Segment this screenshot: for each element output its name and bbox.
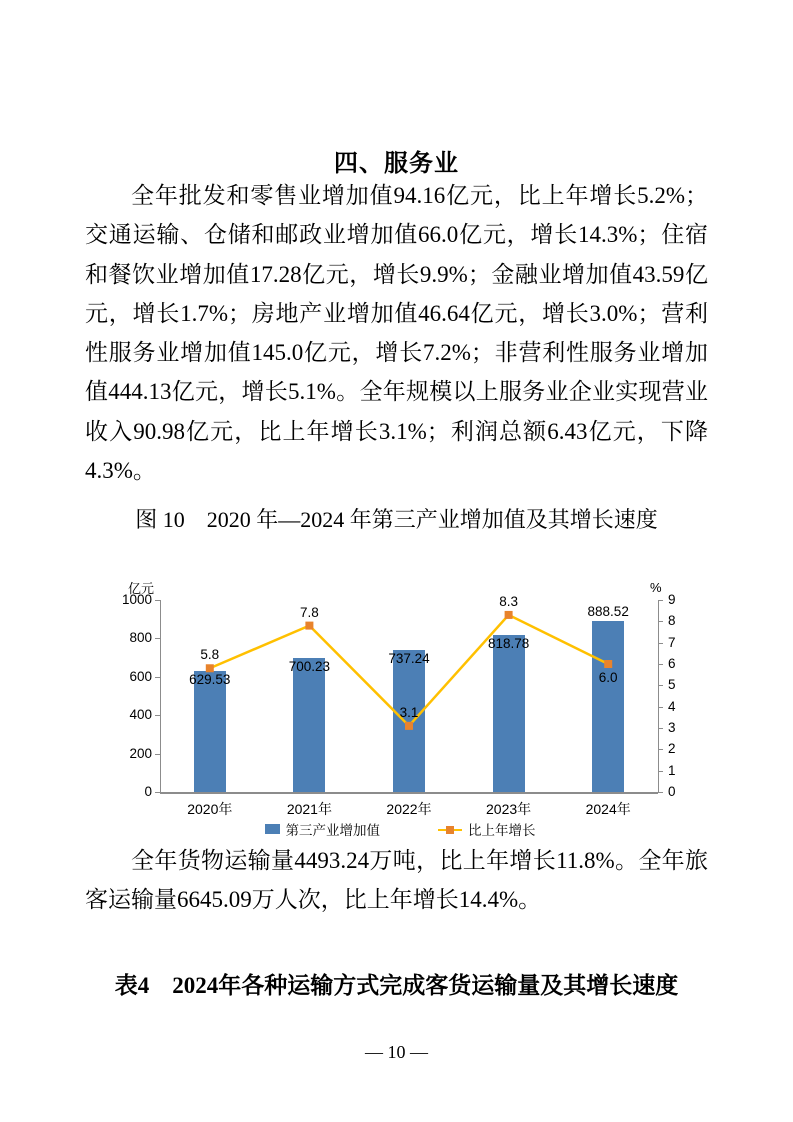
section-heading: 四、服务业	[334, 151, 459, 177]
legend-item-bar	[265, 819, 381, 839]
left-axis-tick	[155, 600, 160, 601]
left-axis-tick-label: 800	[129, 630, 152, 646]
left-axis-tick	[155, 792, 160, 793]
bar-legend-label: 第三产业增加值	[285, 823, 380, 838]
bar-series-column	[194, 671, 226, 792]
right-axis-line	[658, 600, 659, 792]
right-axis-tick	[658, 685, 663, 686]
right-axis-tick-label: 6	[668, 656, 676, 671]
right-axis-tick	[658, 707, 663, 708]
figure-caption: 图 10 2020 年—2024 年第三产业增加值及其增长速度	[135, 507, 658, 532]
right-axis-tick	[658, 621, 663, 622]
x-category-label: 2023年	[486, 801, 532, 817]
right-axis-tick-label: 2	[668, 741, 676, 757]
right-axis-tick	[658, 771, 663, 772]
right-axis-tick-label: 7	[668, 634, 676, 650]
left-axis-tick-label: 0	[144, 784, 152, 799]
paragraph-services: 全年批发和零售业增加值94.16亿元，比上年增长5.2%；交通运输、仓储和邮政业增加值66.0亿元，增长14.3%；住宿和餐饮业增加值17.28亿元，增长9.9%；金融业增加值43.59亿元，增长1.7%；房地产业增加值46.64亿元，增长3.0%；营利性服务业增加值145.0亿元，增长7.2%；非营利性服务业增加值444.13亿元，增长5.1%。全年规模以上服务业企业实现营业收入90.98亿元，比上年增长3.1%；利润总额6.43亿元，下降4.3%。	[85, 183, 708, 484]
bar-value-label: 700.23	[288, 658, 331, 674]
right-axis-tick-label: 4	[668, 698, 676, 714]
line-marker	[305, 622, 313, 630]
line-value-label: 3.1	[399, 704, 419, 720]
bar-series-column	[293, 658, 325, 792]
line-legend-swatch	[438, 825, 462, 834]
line-value-label: 6.0	[598, 670, 618, 685]
bar-value-label: 818.78	[487, 635, 530, 651]
left-axis-tick	[155, 715, 160, 716]
left-axis-tick-label: 600	[129, 668, 152, 684]
x-category-label: 2022年	[386, 801, 432, 817]
left-axis-line	[160, 600, 161, 792]
bar-value-label: 888.52	[587, 604, 629, 620]
left-axis-unit-label: 亿元	[128, 581, 155, 596]
right-axis-tick	[658, 600, 663, 601]
right-axis-unit-label: %	[650, 580, 662, 595]
bar-value-label: 629.53	[189, 672, 231, 688]
line-value-label: 5.8	[200, 647, 220, 663]
paragraph-transport: 全年货物运输量4493.24万吨，比上年增长11.8%。全年旅客运输量6645.09万人次，比上年增长14.4%。	[85, 848, 708, 913]
chart-legend	[100, 819, 700, 839]
left-axis-tick-label: 1000	[121, 592, 152, 607]
right-axis-tick-label: 5	[668, 677, 676, 693]
right-axis-tick	[658, 643, 663, 644]
page-number: — 10 —	[365, 1042, 428, 1062]
right-axis-tick-label: 0	[668, 784, 676, 799]
right-axis-tick	[658, 792, 663, 793]
line-legend-label: 比上年增长	[468, 823, 536, 838]
legend-item-line	[438, 819, 536, 839]
table-caption: 表4 2024年各种运输方式完成客货运输量及其增长速度	[114, 973, 679, 998]
right-axis-tick	[658, 749, 663, 750]
left-axis-tick-label: 200	[129, 745, 152, 761]
right-axis-tick-label: 3	[668, 720, 676, 735]
line-marker	[505, 611, 513, 619]
x-axis-line	[160, 792, 658, 794]
figure10-chart	[100, 572, 700, 844]
x-category-label: 2024年	[585, 801, 631, 817]
bar-series-column	[493, 635, 525, 792]
x-category-label: 2021年	[286, 801, 332, 817]
left-axis-tick	[155, 754, 160, 755]
left-axis-tick-label: 400	[129, 707, 152, 723]
bar-legend-swatch	[265, 824, 280, 834]
left-axis-tick	[155, 677, 160, 678]
right-axis-tick-label: 8	[668, 613, 676, 629]
left-axis-tick	[155, 638, 160, 639]
bar-series-column	[592, 621, 624, 792]
x-category-label: 2020年	[187, 801, 233, 817]
line-value-label: 8.3	[499, 593, 518, 609]
bar-value-label: 737.24	[388, 651, 430, 667]
right-axis-tick-label: 1	[668, 762, 676, 778]
line-value-label: 7.8	[300, 604, 319, 620]
right-axis-tick	[658, 664, 663, 665]
right-axis-tick	[658, 728, 663, 729]
right-axis-tick-label: 9	[668, 592, 676, 607]
bar-series-column	[393, 650, 425, 792]
